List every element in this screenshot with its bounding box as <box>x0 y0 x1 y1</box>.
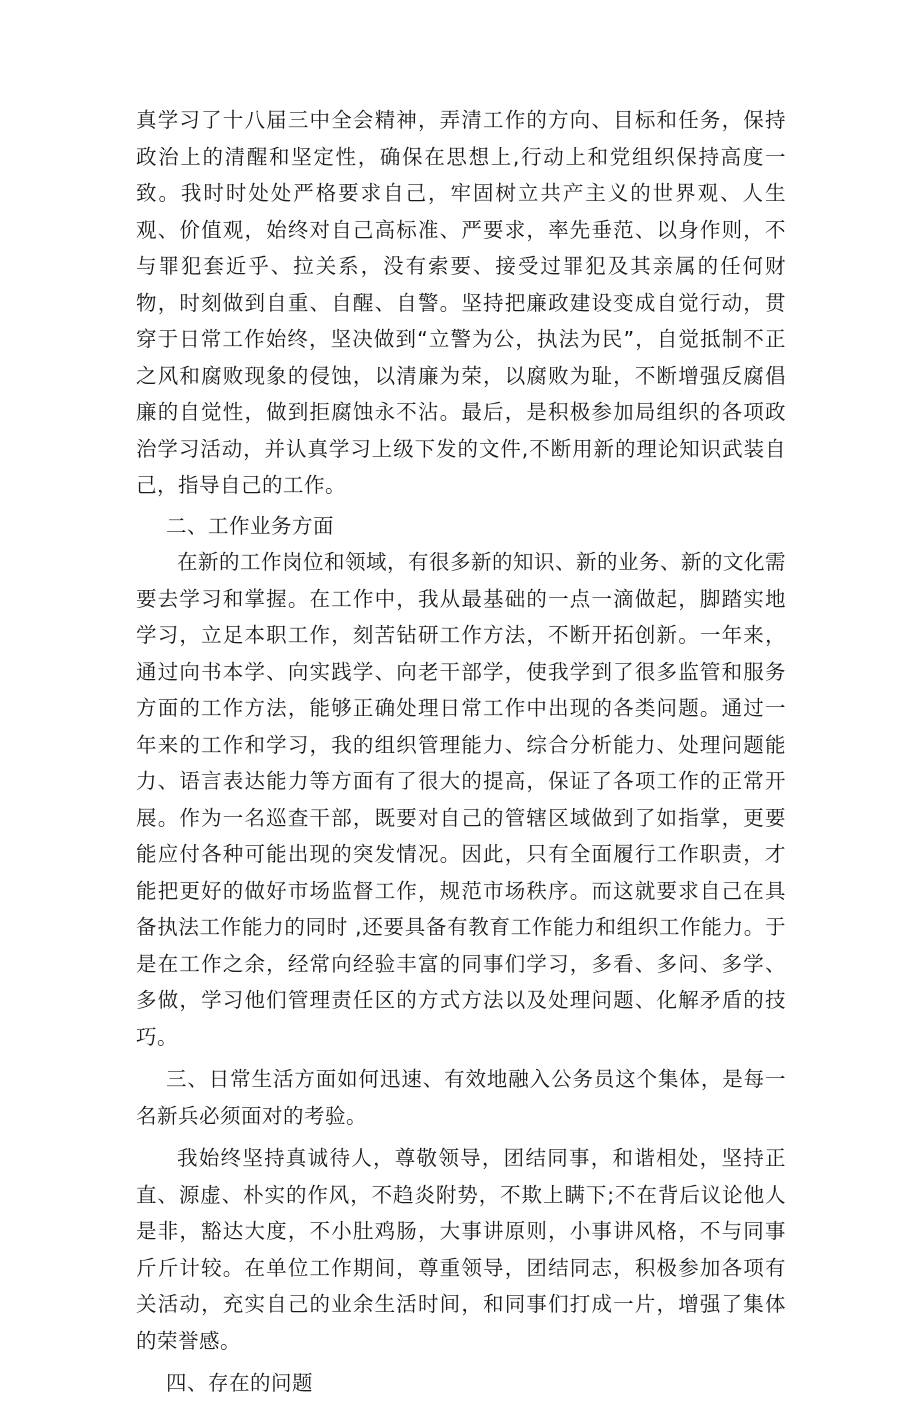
section-heading-existing-problems: 四、存在的问题 <box>166 1371 313 1395</box>
document-body <box>136 102 786 1402</box>
section-heading-work-business: 二、工作业务方面 <box>166 513 334 538</box>
paragraph-political-study: 真学习了十八届三中全会精神，弄清工作的方向、目标和任务，保持政治上的清醒和坚定性，确保在思想上,行动上和党组织保持高度一致。我时时处处严格要求自己，牢固树立共产主义的世界观、人生观、价值观，始终对自己高标准、严要求，率先垂范、以身作则，不与罪犯套近乎、拉关系，没有索要、接受过罪犯及其亲属的任何财物，时刻做到自重、自醒、自警。坚持把廉政建设变成自觉行动，贯穿于日常工作始终，坚决做到“立警为公，执法为民”，自觉抵制不正之风和腐败现象的侵蚀，以清廉为荣，以腐败为耻，不断增强反腐倡廉的自觉性，做到拒腐蚀永不沾。最后，是积极参加局组织的各项政治学习活动，并认真学习上级下发的文件,不断用新的理论知识武装自己，指导自己的工作。 <box>136 108 786 497</box>
section-heading-daily-life: 三、日常生活方面如何迅速、有效地融入公务员这个集体，是每一名新兵必须面对的考验。 <box>136 1067 786 1128</box>
paragraph-work-business: 在新的工作岗位和领域，有很多新的知识、新的业务、新的文化需要去学习和掌握。在工作中，我从最基础的一点一滴做起，脚踏实地学习，立足本职工作，刻苦钻研工作方法，不断开拓创新。一年来，通过向书本学、向实践学、向老干部学，使我学到了很多监管和服务方面的工作方法，能够正确处理日常工作中出现的各类问题。通过一年来的工作和学习，我的组织管理能力、综合分析能力、处理问题能力、语言表达能力等方面有了很大的提高，保证了各项工作的正常开展。作为一名巡查干部，既要对自己的管辖区域做到了如指掌，更要能应付各种可能出现的突发情况。因此，只有全面履行工作职责，才能把更好的做好市场监督工作，规范市场秩序。而这就要求自己在具备执法工作能力的同时 ,还要具备有教育工作能力和组织工作能力。于是在工作之余，经常向经验丰富的同事们学习，多看、多问、多学、多做，学习他们管理责任区的方式方法以及处理问题、化解矛盾的技巧。 <box>136 550 786 1049</box>
paragraph-daily-life: 我始终坚持真诚待人，尊敬领导，团结同事，和谐相处，坚持正直、源虚、朴实的作风，不趋炎附势，不欺上瞒下;不在背后议论他人是非，豁达大度，不小肚鸡肠，大事讲原则，小事讲风格，不与同事斤斤计较。在单位工作期间，尊重领导，团结同志，积极参加各项有关活动，充实自己的业余生活时间，和同事们打成一片，增强了集体的荣誉感。 <box>136 1146 786 1353</box>
